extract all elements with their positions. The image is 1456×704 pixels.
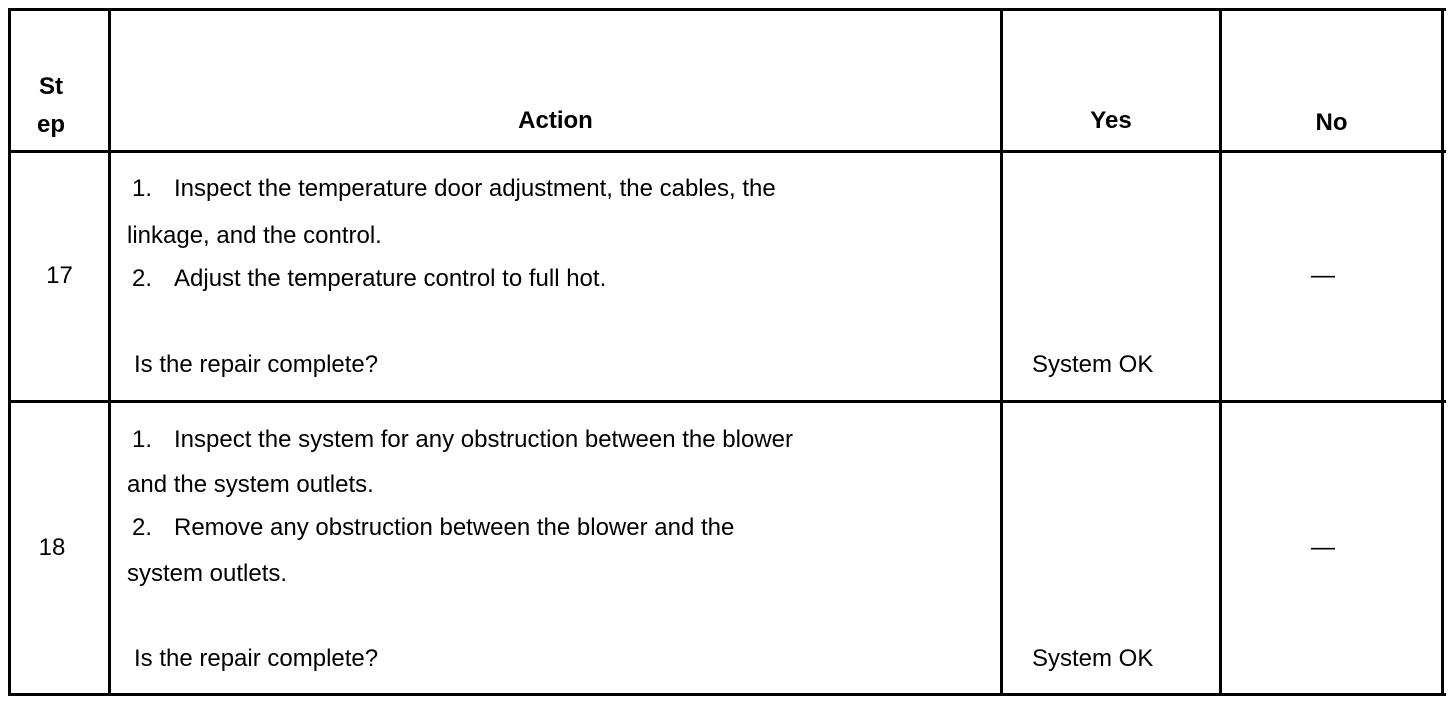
action-item-number: 2. bbox=[132, 265, 153, 292]
step-number: 17 bbox=[46, 262, 73, 289]
row-divider bbox=[8, 400, 1446, 403]
action-item-text: Inspect the temperature door adjustment, the cables, the bbox=[174, 175, 776, 202]
yes-result: System OK bbox=[1032, 645, 1154, 672]
action-item-text: Inspect the system for any obstruction between the blower bbox=[174, 426, 793, 453]
action-item-continuation: linkage, and the control. bbox=[127, 222, 382, 249]
action-item-text: Remove any obstruction between the blower and the bbox=[174, 514, 735, 541]
action-item-continuation: system outlets. bbox=[127, 560, 288, 587]
yes-column-header: Yes bbox=[1090, 107, 1132, 134]
action-question: Is the repair complete? bbox=[134, 351, 379, 378]
action-item-number: 2. bbox=[132, 514, 153, 541]
yes-result: System OK bbox=[1032, 351, 1154, 378]
table-bottom-border bbox=[8, 693, 1446, 696]
step-header-line2: ep bbox=[36, 111, 65, 138]
no-column-header: No bbox=[1315, 109, 1348, 136]
action-item bbox=[127, 265, 606, 293]
action-question: Is the repair complete? bbox=[134, 645, 379, 672]
action-item bbox=[127, 426, 793, 454]
header-divider bbox=[8, 150, 1446, 153]
action-item-number: 1. bbox=[132, 175, 153, 202]
action-item bbox=[127, 514, 734, 542]
action-item-text: Adjust the temperature control to full hot. bbox=[174, 265, 607, 292]
table-right-border bbox=[1441, 8, 1444, 696]
action-item-continuation: and the system outlets. bbox=[127, 471, 374, 498]
action-item-number: 1. bbox=[132, 426, 153, 453]
action-column-header: Action bbox=[518, 107, 593, 134]
action-item bbox=[127, 175, 776, 203]
step-number: 18 bbox=[38, 534, 66, 561]
no-result: — bbox=[1311, 262, 1335, 289]
step-column-header bbox=[10, 68, 92, 144]
table-top-border bbox=[8, 8, 1446, 11]
no-result: — bbox=[1311, 534, 1335, 561]
step-header-line1: St bbox=[39, 73, 63, 100]
